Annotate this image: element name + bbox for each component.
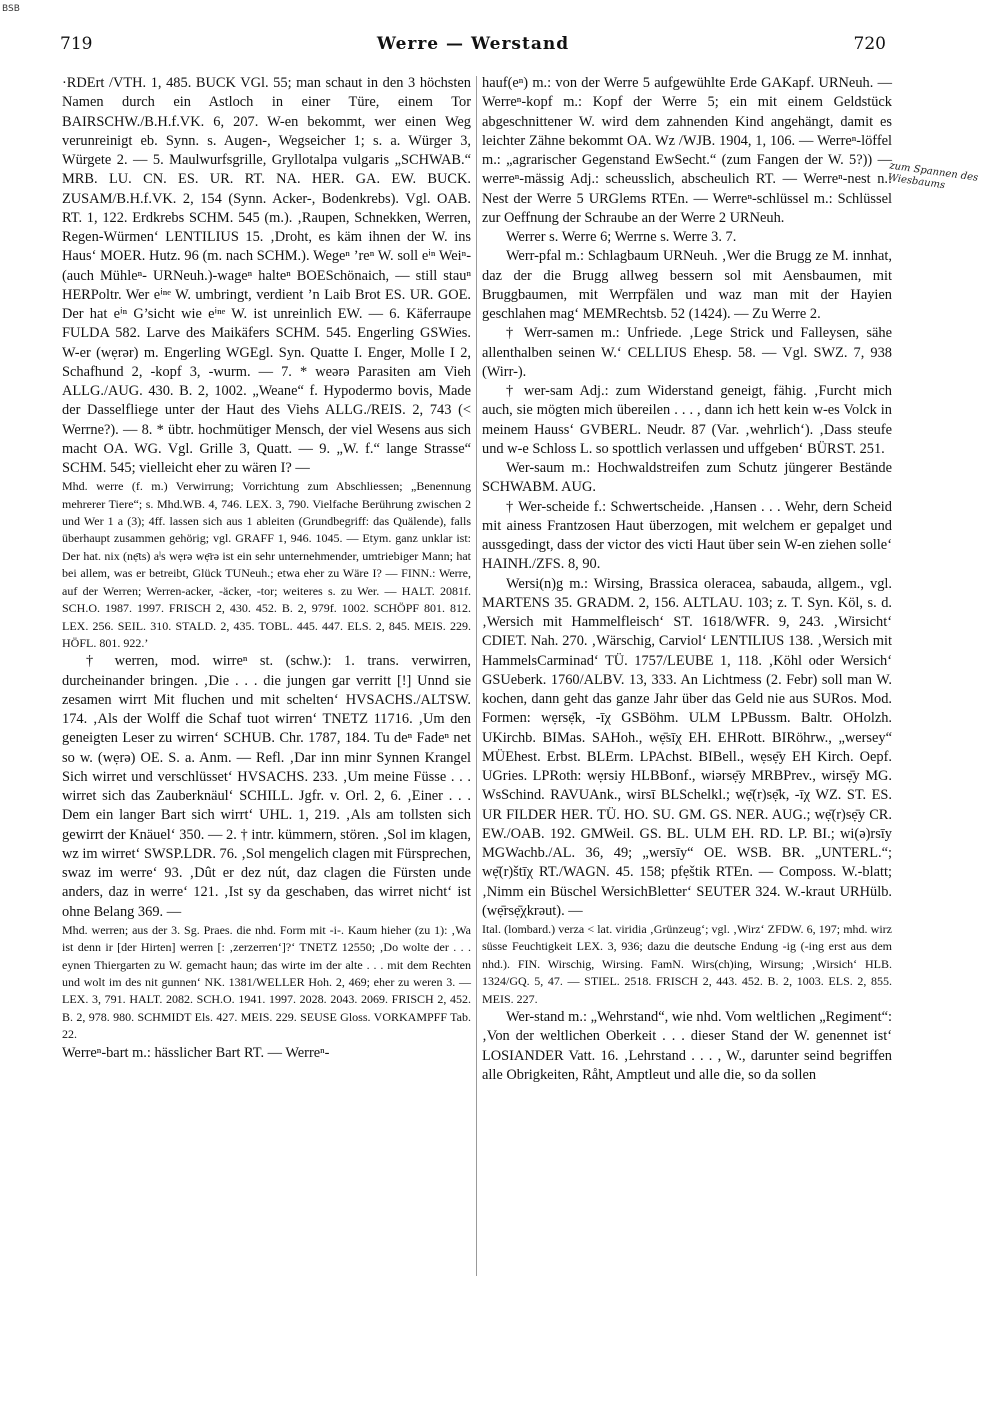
page-title: Werre — Werstand [376, 34, 570, 54]
left-column [62, 74, 471, 1063]
page-header [60, 34, 886, 62]
dictionary-paragraph: Wer-saum m.: Hochwaldstreifen zum Schutz jüngerer Bestände SCHWABM. AUG. [482, 460, 892, 496]
dictionary-paragraph: hauf(eⁿ) m.: von der Werre 5 aufgewühlte Erde GAKapf. URNeuh. — Werreⁿ-kopf m.: Kopf der Werre 5; ein mit einem Geldstück abgeschnittener W. wird dem zahnenden Kind angehängt, damit es leichter Zähne bekommt OA. Wz /WJB. 1904, 1, 106. — Werreⁿ-löffel m.: „agrarischer Gegenstand EwSecht.“ (zum Fangen der W. 5?)) — werreⁿ-mässig Adj.: scheusslich, abscheulich RT. — Werreⁿ-nest n.: Nest der Werre 5 URGlems RTEn. — Werreⁿ-schlüssel m.: Schlüssel zur Oeffnung der Schraube an der Werre 2 URNeuh. [482, 75, 892, 226]
dictionary-paragraph: Werreⁿ-bart m.: hässlicher Bart RT. — Werreⁿ- [62, 1044, 330, 1061]
dictionary-paragraph: Werrer s. Werre 6; Werrne s. Werre 3. 7. [506, 229, 737, 245]
dictionary-paragraph: ·RDErt /VTH. 1, 485. BUCK VGl. 55; man schaut in den 3 höchsten Namen durch ein Astloch in einer Türe, einem Tor BAIRSCHW./B.H.f.VK. 6, 207. W-en bekommt, wer einen Weg verunreinigt eb. Synn. s. Augen-, Wegseicher 1; s. a. Würger 3, Würgete 2. — 5. Maulwurfsgrille, Gryllotalpa vulgaris „SCHWAB.“ MRB. LU. CN. ES. UR. RT. NA. HER. GA. EW. BUCK. ZUSAM/B.H.f.VK. 2, 154 (Synn. Acker-, Bodenkrebs). Vgl. OAB. RT. 1, 122. Erdkrebs SCHM. 545 (m.). ‚Raupen, Schnekken, Werren, Regen-Würmen‘ LENTILIUS 15. ‚Droht, es käm ihnen der W. ins Haus‘ MOER. Hutz. 96 (m. nach SCHM.). Wegeⁿ ’reⁿ W. soll eⁱⁿ Weiⁿ- (auch Mühleⁿ- URNeuh.)-wageⁿ halteⁿ BOESchönaich, — still stauⁿ HERPoltr. Wer eⁱⁿᵉ W. umbringt, verdient ’n Laib Brot ES. UR. GOE. Der hat eⁱⁿ G’sicht wie eⁱⁿᵉ W. ist unreinlich EW. — 6. Käferraupe FULDA 582. Larve des Maikäfers SCHM. 545. Engerling GSWies. W-er (wẹrər) m. Engerling WGEgl. Syn. Quatte I. Enger, Molle I 2, Schafhund 2, -kopf 3, -wurm. — 7. * weərə Parasiten am Vieh ALLG./AUG. 430. B. 2, 1002. „Weane“ f. Hypodermo bovis, Made der Dasselfliege unter der Haut des Viehs ALLG./REIS. 2, 743 (< Werrne?). — 8. * übtr. hochmütiger Mensch, der viel Wesens aus sich macht OA. WG. Vgl. Grille 3, Quatt. — 9. „W. f.“ lange Strasse“ SCHM. 545; vielleicht eher zu wären I? — [62, 75, 471, 476]
dictionary-paragraph: Mhd. werre (f. m.) Verwirrung; Vorrichtung zum Abschliessen; „Benennung mehrerer Tiere“; s. Mhd.WB. 4, 746. LEX. 3, 790. Vielfache Berührung zwischen 2 und Wer 1 a (3); 4ff. lassen sich aus 1 ableiten (Grundbegriff: das Quälende), falls überhaupt zusammen gehörig; vgl. GRAFF 1, 946. 1045. — Etym. ganz unklar ist: Der hat. nix (nẹ̄ts) aˡs wẹrə wẹ̄rə ist ein sehr unternehmender, umtriebiger Mann; hat bei allem, was er betreibt, Glück TUNeuh.; etwa eher zu Wäre I? — FINN.: Werre, auf der Werren; Werren-acker, -äcker, -tor; weiteres s. zu Wer. — HALT. 2081f. SCH.O. 1987. 1997. FRISCH 2, 430. 452. B. 2, 979f. 1002. SCHÖPF 801. 812. LEX. 256. SEIL. 310. STALD. 2, 435. TOBL. 445. 447. ELS. 2, 845. MEIS. 229. HÖFL. 801. 922.’ [62, 479, 471, 650]
dictionary-paragraph: Wersi(n)g m.: Wirsing, Brassica oleracea, sabauda, allgem., vgl. MARTENS 35. GRADM. 2, 156. ALTLAU. 103; z. T. Syn. Köl, s. d. ‚Wersich mit Hammelfleisch‘ ST. 1618/WFR. 9, 243. ‚Wirsicht‘ CDIET. Nah. 270. ‚Wärschig, Carviol‘ LENTILIUS 138. ‚Wersich mit HammelsCarminad‘ TÜ. 1757/LEUBE 1, 118. ‚Köhl oder Wersich‘ GSUeberk. 1760/ALBV. 13, 333. An Lichtmess (2. Febr) soll man W. kochen, dann geht das ganze Jahr über das Geld nie aus SURos. Mod. Formen: wẹrsẹ̄k, -īχ GSBöhm. ULM LPBussm. Baltr. OHolzh. UKirchb. BIMas. SAHoh., wẹ̄sīχ EH. EHRott. BIRöhrw., „wersey“ MÜEhest. Erbst. BLErm. LPAchst. BIBell., wẹsẹ̄y EH Kirch. Oepf. UGries. LPRoth: wẹrsiy HLBBonf., wiərsẹ̄y MRBPrev., wirsẹ̄y MG. WsSchind. RAVUAnk., wirsī BLSchelkl.; wẹ̄(r)sẹ̄k, -īχ WZ. ST. ES. UR FILDER HER. TÜ. HO. SU. GM. GS. NER. AUG.; wẹ̄(r)sẹ̄y CR. EW./OAB. 192. GMWeil. GS. BL. ULM EH. RD. LP. BI.; wi(ə)rsīy MGWachb./AL. 36, 49; „wersīy“ OE. WSB. BR. „UNTERL.“; wẹ̄(r)štīχ RT./WAGN. 45. 158; pfẹštik RTEn. — Composs. W.-blatt; ‚Nimm ein Büschel WersichBletter‘ SEUTER 324. W.-kraut URHülb. (wẹ̄rsẹ̄χkrəut). — [482, 575, 892, 919]
page-number-right: 720 [853, 34, 886, 54]
right-column [482, 74, 892, 1085]
dictionary-paragraph: Mhd. werren; aus der 3. Sg. Praes. die nhd. Form mit -i-. Kaum hieher (zu 1): ‚Wa ist denn ir [der Hirten] werren [: ‚zerzerren‘]?‘ TNETZ 12550; ‚Do wolte der . . . eynen Thiergarten zu W. gemacht haun; das wirte im der alte . . . mit dem Rechten und wolt im des nit gunnen‘ NK. 1381/WELLER Hoh. 2, 469; eher zu weren 3. — LEX. 3, 791. HALT. 2082. SCH.O. 1941. 1997. 2028. 2043. 2069. FRISCH 2, 452. B. 2, 978. 980. SCHMIDT Els. 427. MEIS. 229. SEUSE Gloss. VORKAMPFF Tab. 22. [62, 922, 471, 1042]
dictionary-paragraph: † Werr-samen m.: Unfriede. ‚Lege Strick und Falleysen, sähe allenthalben seinen W.‘ CELLIUS Ehesp. 58. — Vgl. SWZ. 7, 938 (Wirr-). [482, 325, 892, 380]
page-number-left: 719 [60, 34, 93, 54]
library-mark: BSB [2, 4, 20, 14]
dictionary-paragraph: † wer-sam Adj.: zum Widerstand geneigt, fähig. ‚Furcht mich auch, sie mögten mich übereilen . . . , dann ich hett kein w-es Volck in meinem Hauss‘ GVBERL. Neudr. 87 (Var. ‚wehrlich‘). ‚Dass steufe und w-e Schloss L. so spottlich verlassen und uffgeben‘ BÜRST. 251. [482, 383, 892, 457]
dictionary-paragraph: Werr-pfal m.: Schlagbaum URNeuh. ‚Wer die Brugg ze M. innhat, daz der die Brugg allweg bessern sol mit Aensbaumen, mit Bruggbaumen, mit Werrpfälen und waz man mit der Hayien geschlahen mag‘ MEMRechtsb. 52 (1424). — Zu Werre 2. [482, 248, 892, 322]
dictionary-paragraph: Ital. (lombard.) verza < lat. viridia ‚Grünzeug‘; vgl. ‚Wirz‘ ZFDW. 6, 197; mhd. wirz süsse Feuchtigkeit LEX. 3, 936; dazu die deutsche Endung -ig (-ing erst aus dem nhd.). FIN. Wirschig, Wirsing. FamN. Wirs(ch)ing, Wirsung; ‚Wirsich‘ HLB. 1324/GQ. 5, 47. — STIEL. 2518. FRISCH 2, 443. 452. B. 2, 1003. ELS. 2, 855. MEIS. 227. [482, 922, 892, 1006]
column-divider [476, 76, 477, 1276]
dictionary-paragraph: † werren, mod. wirreⁿ st. (schw.): 1. trans. verwirren, durcheinander bringen. ‚Die . . . die jungen gar verritt [!] Unnd sie zesamen wirrt Mit fluchen und mit schelten‘ HVSACHS./ALTSW. 174. ‚Als der Wolff die Schaf tuot wirren‘ TNETZ 11716. ‚Um den geneigten Leser zu wirren‘ SCHUB. Chr. 1787, 184. Tu deⁿ Fadeⁿ net so w. (wẹrə) OE. S. a. Anm. — Refl. ‚Dar inn minr Synnen Krangel Sich wirret und verschlüsset‘ HVSACHS. 233. ‚Um meine Füsse . . . wirret sich das Zauberknäul‘ SCHILL. Jgfr. v. Orl. 2, 6. ‚Einer . . . Dem ein langer Bart sich wirrt‘ UHL. 1, 219. ‚Als am tollsten sich gewirrt der Knäuel‘ 350. — 2. † intr. kümmern, stören. ‚Sol im klagen, wz im wirret‘ SWSP.LDR. 76. ‚Sol mengelich clagen mit Fürsprechen, swaz im werre‘ 93. ‚Dût er dez nút, daz clagen die Fürsten unde anders, daz in werre‘ 121. ‚Ist sy da geschaben, das wirret nicht‘ ist ohne Belang 369. — [62, 653, 471, 920]
dictionary-paragraph: Wer-stand m.: „Wehrstand“, wie nhd. Vom weltlichen „Regiment“: ‚Von der weltlichen Oberkeit . . . dieser Stand der W. genennet ist‘ LOSIANDER Vatt. 16. ‚Lehrstand . . . , W., darunter seind begriffen alle Obrigkeiten, Råht, Amptleut und alle die, so da sollen [482, 1009, 892, 1083]
handwritten-margin-note: zum Spannen des Wiesbaums [887, 160, 979, 192]
dictionary-paragraph: † Wer-scheide f.: Schwertscheide. ‚Hansen . . . Wehr, dern Scheid mit ainess Frantzosen Haut überzogen, mit welchem er gepalget und aussgedingt, dass der victor des victi Haut über sein W-en ziehen solle‘ HAINH./ZFS. 8, 90. [482, 498, 892, 573]
